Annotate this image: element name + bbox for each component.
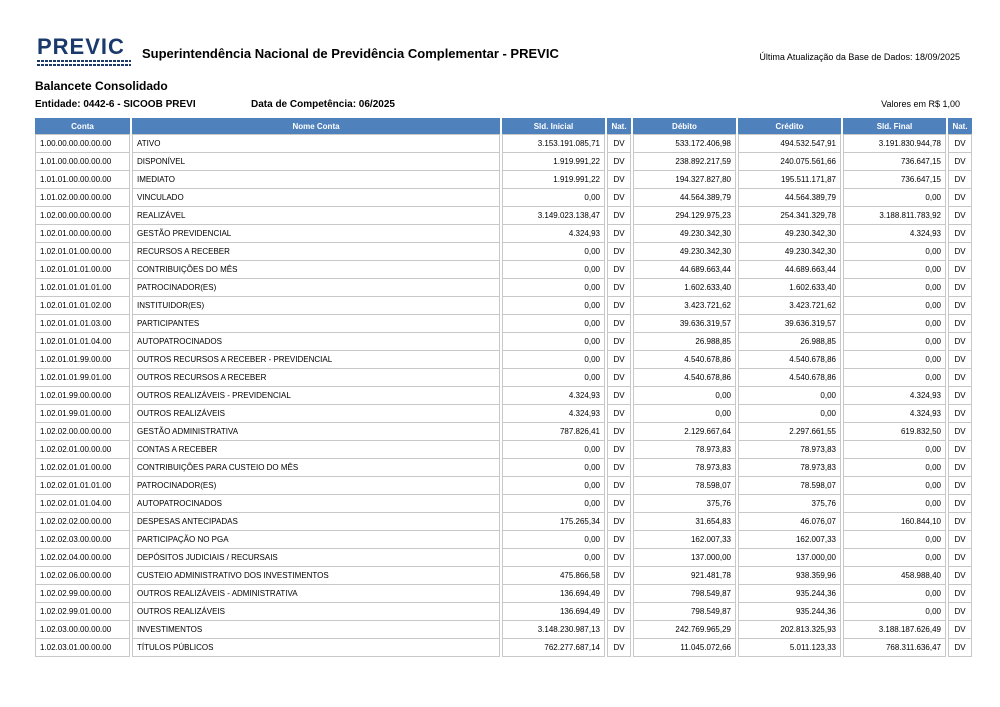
cell-sld-final: 768.311.636,47	[843, 639, 946, 657]
cell-debito: 194.327.827,80	[633, 171, 736, 189]
cell-sld-inicial: 0,00	[502, 549, 605, 567]
table-row	[35, 134, 972, 153]
cell-nat-final: DV	[948, 207, 972, 225]
cell-conta: 1.01.00.00.00.00.00	[35, 153, 130, 171]
cell-credito: 49.230.342,30	[738, 243, 841, 261]
logo-wordmark: PREVIC	[37, 34, 125, 59]
cell-nat-inicial: DV	[607, 549, 631, 567]
cell-sld-final: 4.324,93	[843, 405, 946, 423]
cell-nat-inicial: DV	[607, 297, 631, 315]
cell-sld-inicial: 0,00	[502, 531, 605, 549]
cell-nome-conta: OUTROS REALIZÁVEIS - PREVIDENCIAL	[132, 387, 500, 405]
table-row	[35, 369, 972, 387]
cell-conta: 1.02.02.01.00.00.00	[35, 441, 130, 459]
cell-sld-final: 736.647,15	[843, 153, 946, 171]
cell-nome-conta: OUTROS REALIZÁVEIS	[132, 405, 500, 423]
cell-credito: 202.813.325,93	[738, 621, 841, 639]
cell-nome-conta: IMEDIATO	[132, 171, 500, 189]
cell-credito: 375,76	[738, 495, 841, 513]
cell-sld-inicial: 0,00	[502, 369, 605, 387]
table-row	[35, 279, 972, 297]
cell-nat-inicial: DV	[607, 351, 631, 369]
cell-sld-inicial: 1.919.991,22	[502, 153, 605, 171]
cell-credito: 494.532.547,91	[738, 134, 841, 153]
table-row	[35, 189, 972, 207]
cell-sld-final: 0,00	[843, 261, 946, 279]
cell-debito: 0,00	[633, 405, 736, 423]
cell-debito: 3.423.721,62	[633, 297, 736, 315]
cell-nat-inicial: DV	[607, 459, 631, 477]
table-row	[35, 639, 972, 657]
cell-nat-inicial: DV	[607, 225, 631, 243]
cell-credito: 254.341.329,78	[738, 207, 841, 225]
cell-nome-conta: CONTAS A RECEBER	[132, 441, 500, 459]
cell-nat-final: DV	[948, 171, 972, 189]
cell-sld-inicial: 0,00	[502, 279, 605, 297]
cell-credito: 935.244,36	[738, 603, 841, 621]
entity-label: Entidade: 0442-6 - SICOOB PREVI	[35, 99, 196, 110]
cell-debito: 238.892.217,59	[633, 153, 736, 171]
cell-sld-final: 4.324,93	[843, 387, 946, 405]
cell-nome-conta: TÍTULOS PÚBLICOS	[132, 639, 500, 657]
cell-nat-final: DV	[948, 225, 972, 243]
cell-nat-inicial: DV	[607, 279, 631, 297]
cell-nome-conta: GESTÃO ADMINISTRATIVA	[132, 423, 500, 441]
cell-nat-final: DV	[948, 621, 972, 639]
competencia-label: Data de Competência: 06/2025	[251, 99, 395, 110]
cell-nome-conta: PATROCINADOR(ES)	[132, 279, 500, 297]
table-row	[35, 171, 972, 189]
cell-nat-inicial: DV	[607, 603, 631, 621]
cell-conta: 1.02.01.01.99.01.00	[35, 369, 130, 387]
logo-tagline-lines	[37, 60, 131, 68]
table-row	[35, 621, 972, 639]
cell-nat-final: DV	[948, 387, 972, 405]
cell-conta: 1.02.01.01.01.02.00	[35, 297, 130, 315]
cell-sld-inicial: 0,00	[502, 351, 605, 369]
cell-debito: 31.654,83	[633, 513, 736, 531]
cell-sld-inicial: 0,00	[502, 459, 605, 477]
cell-nat-final: DV	[948, 585, 972, 603]
cell-sld-inicial: 0,00	[502, 315, 605, 333]
cell-credito: 26.988,85	[738, 333, 841, 351]
cell-conta: 1.02.00.00.00.00.00	[35, 207, 130, 225]
cell-sld-inicial: 136.694,49	[502, 603, 605, 621]
cell-nat-inicial: DV	[607, 189, 631, 207]
cell-conta: 1.02.02.06.00.00.00	[35, 567, 130, 585]
cell-sld-final: 0,00	[843, 441, 946, 459]
cell-credito: 938.359,96	[738, 567, 841, 585]
cell-sld-final: 3.191.830.944,78	[843, 134, 946, 153]
cell-sld-final: 160.844,10	[843, 513, 946, 531]
cell-sld-final: 3.188.811.783,92	[843, 207, 946, 225]
cell-sld-final: 0,00	[843, 333, 946, 351]
cell-nat-inicial: DV	[607, 369, 631, 387]
cell-debito: 11.045.072,66	[633, 639, 736, 657]
table-row	[35, 225, 972, 243]
cell-credito: 49.230.342,30	[738, 225, 841, 243]
cell-debito: 137.000,00	[633, 549, 736, 567]
table-row	[35, 567, 972, 585]
cell-credito: 162.007,33	[738, 531, 841, 549]
cell-nat-inicial: DV	[607, 585, 631, 603]
cell-nome-conta: OUTROS RECURSOS A RECEBER	[132, 369, 500, 387]
cell-credito: 46.076,07	[738, 513, 841, 531]
cell-debito: 78.973,83	[633, 441, 736, 459]
cell-conta: 1.02.01.01.99.00.00	[35, 351, 130, 369]
cell-debito: 798.549,87	[633, 603, 736, 621]
cell-sld-final: 0,00	[843, 279, 946, 297]
cell-nome-conta: PARTICIPAÇÃO NO PGA	[132, 531, 500, 549]
cell-nat-inicial: DV	[607, 621, 631, 639]
cell-nome-conta: CONTRIBUIÇÕES PARA CUSTEIO DO MÊS	[132, 459, 500, 477]
table-row	[35, 423, 972, 441]
cell-conta: 1.02.01.01.01.00.00	[35, 261, 130, 279]
cell-debito: 4.540.678,86	[633, 369, 736, 387]
table-row	[35, 495, 972, 513]
table-row	[35, 585, 972, 603]
table-row	[35, 405, 972, 423]
cell-sld-inicial: 4.324,93	[502, 405, 605, 423]
cell-nat-inicial: DV	[607, 423, 631, 441]
cell-sld-final: 0,00	[843, 351, 946, 369]
cell-nome-conta: PATROCINADOR(ES)	[132, 477, 500, 495]
table-row	[35, 549, 972, 567]
cell-credito: 0,00	[738, 387, 841, 405]
cell-nome-conta: RECURSOS A RECEBER	[132, 243, 500, 261]
cell-sld-final: 0,00	[843, 459, 946, 477]
cell-sld-final: 0,00	[843, 243, 946, 261]
cell-nat-final: DV	[948, 153, 972, 171]
cell-credito: 0,00	[738, 405, 841, 423]
cell-conta: 1.02.03.01.00.00.00	[35, 639, 130, 657]
cell-nat-final: DV	[948, 567, 972, 585]
cell-conta: 1.01.02.00.00.00.00	[35, 189, 130, 207]
cell-credito: 3.423.721,62	[738, 297, 841, 315]
cell-nat-inicial: DV	[607, 531, 631, 549]
table-row	[35, 261, 972, 279]
cell-sld-inicial: 475.866,58	[502, 567, 605, 585]
cell-conta: 1.02.02.00.00.00.00	[35, 423, 130, 441]
cell-credito: 78.598,07	[738, 477, 841, 495]
table-row	[35, 315, 972, 333]
cell-nat-inicial: DV	[607, 261, 631, 279]
table-row	[35, 153, 972, 171]
cell-credito: 935.244,36	[738, 585, 841, 603]
cell-debito: 798.549,87	[633, 585, 736, 603]
cell-conta: 1.02.01.01.01.01.00	[35, 279, 130, 297]
table-row	[35, 603, 972, 621]
cell-debito: 162.007,33	[633, 531, 736, 549]
cell-sld-inicial: 0,00	[502, 297, 605, 315]
cell-sld-final: 0,00	[843, 549, 946, 567]
cell-nome-conta: PARTICIPANTES	[132, 315, 500, 333]
last-update-text: Última Atualização da Base de Dados: 18/09/2025	[759, 52, 960, 62]
col-header-sld-final: Sld. Final	[843, 118, 946, 134]
cell-debito: 78.598,07	[633, 477, 736, 495]
cell-nome-conta: CUSTEIO ADMINISTRATIVO DOS INVESTIMENTOS	[132, 567, 500, 585]
cell-nome-conta: VINCULADO	[132, 189, 500, 207]
cell-nat-inicial: DV	[607, 134, 631, 153]
cell-conta: 1.02.02.02.00.00.00	[35, 513, 130, 531]
cell-conta: 1.02.01.99.00.00.00	[35, 387, 130, 405]
cell-debito: 921.481,78	[633, 567, 736, 585]
page-header	[35, 36, 960, 72]
cell-nat-inicial: DV	[607, 207, 631, 225]
cell-debito: 49.230.342,30	[633, 243, 736, 261]
cell-nat-final: DV	[948, 405, 972, 423]
cell-conta: 1.02.01.01.01.04.00	[35, 333, 130, 351]
cell-nat-inicial: DV	[607, 153, 631, 171]
cell-debito: 0,00	[633, 387, 736, 405]
cell-sld-inicial: 3.149.023.138,47	[502, 207, 605, 225]
cell-nat-final: DV	[948, 423, 972, 441]
cell-conta: 1.02.02.04.00.00.00	[35, 549, 130, 567]
col-header-nat-final: Nat.	[948, 118, 972, 134]
cell-sld-final: 0,00	[843, 297, 946, 315]
cell-sld-inicial: 1.919.991,22	[502, 171, 605, 189]
cell-nat-inicial: DV	[607, 171, 631, 189]
cell-conta: 1.02.02.01.01.01.00	[35, 477, 130, 495]
currency-note: Valores em R$ 1,00	[881, 99, 960, 109]
cell-conta: 1.02.02.01.01.00.00	[35, 459, 130, 477]
cell-sld-inicial: 0,00	[502, 261, 605, 279]
cell-sld-final: 0,00	[843, 585, 946, 603]
cell-nat-inicial: DV	[607, 495, 631, 513]
cell-nat-final: DV	[948, 531, 972, 549]
table-body	[35, 134, 972, 657]
cell-nat-inicial: DV	[607, 387, 631, 405]
cell-credito: 1.602.633,40	[738, 279, 841, 297]
cell-conta: 1.02.01.01.01.03.00	[35, 315, 130, 333]
cell-nat-final: DV	[948, 333, 972, 351]
cell-credito: 195.511.171,87	[738, 171, 841, 189]
cell-nat-final: DV	[948, 477, 972, 495]
table-row	[35, 531, 972, 549]
cell-nome-conta: OUTROS REALIZÁVEIS	[132, 603, 500, 621]
cell-debito: 78.973,83	[633, 459, 736, 477]
table-row	[35, 459, 972, 477]
cell-debito: 39.636.319,57	[633, 315, 736, 333]
cell-credito: 78.973,83	[738, 441, 841, 459]
table-row	[35, 387, 972, 405]
cell-nome-conta: AUTOPATROCINADOS	[132, 495, 500, 513]
cell-sld-inicial: 0,00	[502, 333, 605, 351]
cell-credito: 4.540.678,86	[738, 351, 841, 369]
cell-debito: 44.689.663,44	[633, 261, 736, 279]
cell-nat-final: DV	[948, 261, 972, 279]
cell-nat-final: DV	[948, 549, 972, 567]
cell-nat-inicial: DV	[607, 243, 631, 261]
col-header-debito: Débito	[633, 118, 736, 134]
report-title: Balancete Consolidado	[35, 79, 168, 93]
cell-nat-final: DV	[948, 315, 972, 333]
cell-nome-conta: CONTRIBUIÇÕES DO MÊS	[132, 261, 500, 279]
cell-conta: 1.02.02.03.00.00.00	[35, 531, 130, 549]
cell-nat-inicial: DV	[607, 639, 631, 657]
cell-credito: 39.636.319,57	[738, 315, 841, 333]
cell-nat-inicial: DV	[607, 567, 631, 585]
table-row	[35, 441, 972, 459]
page-title: Superintendência Nacional de Previdência Complementar - PREVIC	[142, 46, 559, 61]
table-row	[35, 333, 972, 351]
cell-conta: 1.01.01.00.00.00.00	[35, 171, 130, 189]
cell-credito: 137.000,00	[738, 549, 841, 567]
cell-sld-inicial: 0,00	[502, 477, 605, 495]
cell-credito: 5.011.123,33	[738, 639, 841, 657]
cell-conta: 1.02.01.00.00.00.00	[35, 225, 130, 243]
cell-nome-conta: INSTITUIDOR(ES)	[132, 297, 500, 315]
cell-sld-inicial: 762.277.687,14	[502, 639, 605, 657]
cell-conta: 1.02.03.00.00.00.00	[35, 621, 130, 639]
cell-nome-conta: AUTOPATROCINADOS	[132, 333, 500, 351]
cell-debito: 1.602.633,40	[633, 279, 736, 297]
cell-sld-inicial: 136.694,49	[502, 585, 605, 603]
cell-sld-final: 4.324,93	[843, 225, 946, 243]
cell-sld-final: 0,00	[843, 369, 946, 387]
cell-nat-inicial: DV	[607, 315, 631, 333]
cell-conta: 1.02.02.99.00.00.00	[35, 585, 130, 603]
cell-conta: 1.02.01.99.01.00.00	[35, 405, 130, 423]
cell-nat-final: DV	[948, 495, 972, 513]
col-header-nome-conta: Nome Conta	[132, 118, 500, 134]
cell-sld-inicial: 0,00	[502, 495, 605, 513]
cell-debito: 49.230.342,30	[633, 225, 736, 243]
cell-debito: 2.129.667,64	[633, 423, 736, 441]
cell-sld-final: 0,00	[843, 495, 946, 513]
col-header-sld-inicial: Sld. Inicial	[502, 118, 605, 134]
cell-sld-final: 0,00	[843, 477, 946, 495]
cell-debito: 533.172.406,98	[633, 134, 736, 153]
cell-nat-inicial: DV	[607, 513, 631, 531]
cell-debito: 26.988,85	[633, 333, 736, 351]
cell-nat-final: DV	[948, 639, 972, 657]
table-row	[35, 477, 972, 495]
cell-nome-conta: INVESTIMENTOS	[132, 621, 500, 639]
cell-conta: 1.00.00.00.00.00.00	[35, 134, 130, 153]
previc-logo	[35, 36, 133, 70]
cell-nat-final: DV	[948, 279, 972, 297]
cell-credito: 44.564.389,79	[738, 189, 841, 207]
cell-nat-inicial: DV	[607, 333, 631, 351]
cell-nome-conta: DEPÓSITOS JUDICIAIS / RECURSAIS	[132, 549, 500, 567]
cell-credito: 44.689.663,44	[738, 261, 841, 279]
cell-sld-inicial: 0,00	[502, 243, 605, 261]
cell-debito: 44.564.389,79	[633, 189, 736, 207]
cell-nome-conta: DISPONÍVEL	[132, 153, 500, 171]
cell-credito: 78.973,83	[738, 459, 841, 477]
cell-nat-final: DV	[948, 134, 972, 153]
cell-nat-final: DV	[948, 459, 972, 477]
cell-sld-final: 619.832,50	[843, 423, 946, 441]
cell-debito: 4.540.678,86	[633, 351, 736, 369]
cell-conta: 1.02.01.01.00.00.00	[35, 243, 130, 261]
cell-sld-inicial: 4.324,93	[502, 387, 605, 405]
cell-conta: 1.02.02.01.01.04.00	[35, 495, 130, 513]
col-header-credito: Crédito	[738, 118, 841, 134]
cell-sld-final: 736.647,15	[843, 171, 946, 189]
cell-nome-conta: REALIZÁVEL	[132, 207, 500, 225]
cell-nat-final: DV	[948, 513, 972, 531]
cell-nat-inicial: DV	[607, 405, 631, 423]
col-header-conta: Conta	[35, 118, 130, 134]
cell-nat-final: DV	[948, 351, 972, 369]
table-row	[35, 351, 972, 369]
table-row	[35, 207, 972, 225]
cell-nome-conta: DESPESAS ANTECIPADAS	[132, 513, 500, 531]
cell-debito: 242.769.965,29	[633, 621, 736, 639]
cell-nat-final: DV	[948, 603, 972, 621]
cell-nat-final: DV	[948, 243, 972, 261]
balance-table	[33, 118, 974, 657]
cell-credito: 2.297.661,55	[738, 423, 841, 441]
cell-debito: 294.129.975,23	[633, 207, 736, 225]
cell-nat-final: DV	[948, 297, 972, 315]
cell-conta: 1.02.02.99.01.00.00	[35, 603, 130, 621]
cell-sld-inicial: 4.324,93	[502, 225, 605, 243]
cell-sld-inicial: 787.826,41	[502, 423, 605, 441]
cell-nat-final: DV	[948, 189, 972, 207]
cell-sld-inicial: 0,00	[502, 189, 605, 207]
cell-nat-inicial: DV	[607, 441, 631, 459]
cell-sld-final: 3.188.187.626,49	[843, 621, 946, 639]
cell-credito: 4.540.678,86	[738, 369, 841, 387]
cell-sld-final: 0,00	[843, 315, 946, 333]
cell-sld-inicial: 0,00	[502, 441, 605, 459]
cell-nome-conta: OUTROS RECURSOS A RECEBER - PREVIDENCIAL	[132, 351, 500, 369]
table-row	[35, 297, 972, 315]
cell-sld-inicial: 3.153.191.085,71	[502, 134, 605, 153]
cell-sld-inicial: 3.148.230.987,13	[502, 621, 605, 639]
cell-nat-inicial: DV	[607, 477, 631, 495]
cell-nat-final: DV	[948, 369, 972, 387]
cell-sld-final: 0,00	[843, 189, 946, 207]
col-header-nat-inicial: Nat.	[607, 118, 631, 134]
cell-sld-final: 0,00	[843, 603, 946, 621]
cell-credito: 240.075.561,66	[738, 153, 841, 171]
cell-sld-final: 0,00	[843, 531, 946, 549]
cell-nome-conta: OUTROS REALIZÁVEIS - ADMINISTRATIVA	[132, 585, 500, 603]
table-row	[35, 513, 972, 531]
cell-nome-conta: GESTÃO PREVIDENCIAL	[132, 225, 500, 243]
cell-nat-final: DV	[948, 441, 972, 459]
cell-sld-inicial: 175.265,34	[502, 513, 605, 531]
table-row	[35, 243, 972, 261]
cell-sld-final: 458.988,40	[843, 567, 946, 585]
cell-nome-conta: ATIVO	[132, 134, 500, 153]
table-header-row	[35, 118, 972, 134]
cell-debito: 375,76	[633, 495, 736, 513]
